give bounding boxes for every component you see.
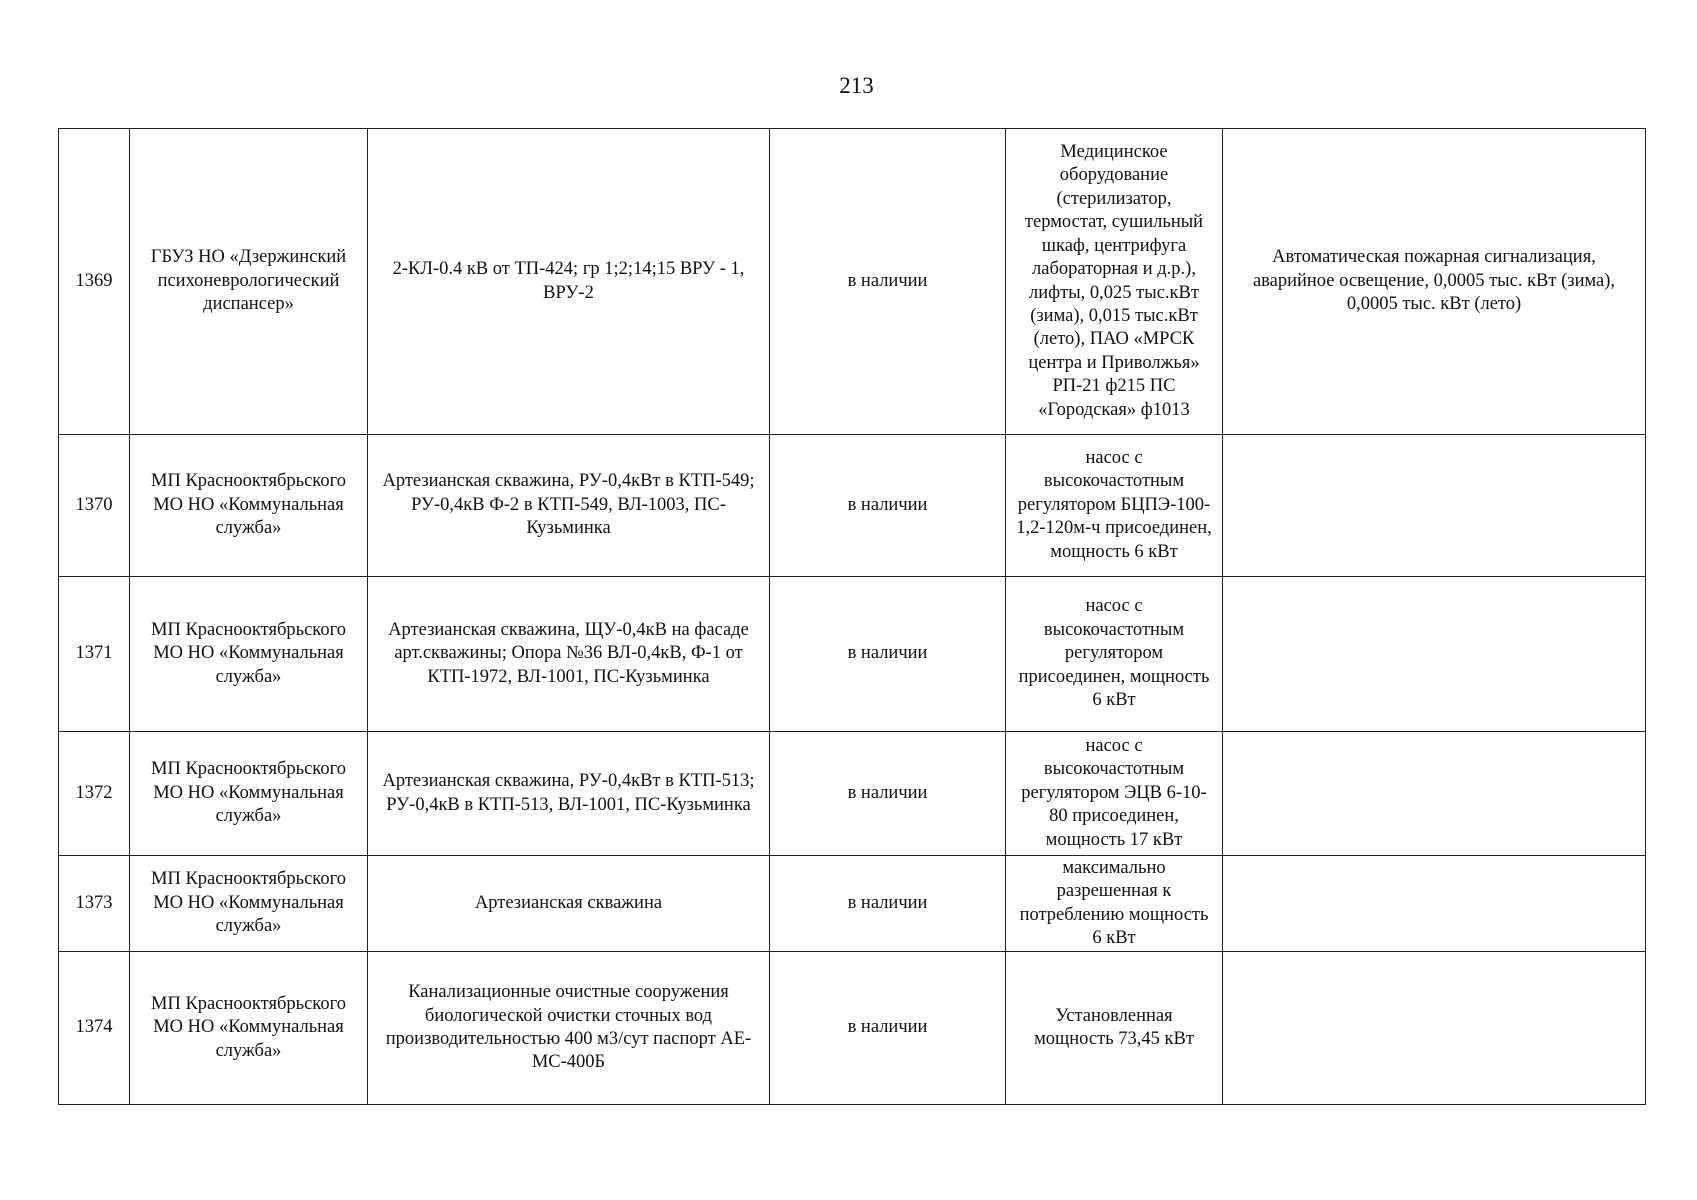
row-number: 1370 xyxy=(59,435,130,577)
page-number: 213 xyxy=(839,73,874,98)
facilities-table xyxy=(58,128,1646,1105)
status-cell: в наличии xyxy=(770,577,1006,732)
power-supply-cell: Канализационные очистные сооружения биологической очистки сточных вод производительностью 400 м3/сут паспорт АЕ-МС-400Б xyxy=(368,952,770,1105)
equipment-cell: Медицинское оборудование (стерилизатор, термостат, сушильный шкаф, центрифуга лабораторная и д.р.), лифты, 0,025 тыс.кВт (зима), 0,015 тыс.кВт (лето), ПАО «МРСК центра и Приволжья» РП-21 ф215 ПС «Городская» ф1013 xyxy=(1006,129,1223,435)
organization-cell: МП Краснооктябрьского МО НО «Коммунальная служба» xyxy=(130,856,368,952)
organization-cell: МП Краснооктябрьского МО НО «Коммунальная служба» xyxy=(130,732,368,856)
note-cell xyxy=(1223,435,1646,577)
status-cell: в наличии xyxy=(770,952,1006,1105)
row-number: 1371 xyxy=(59,577,130,732)
table-row xyxy=(59,952,1646,1105)
power-supply-cell: Артезианская скважина, РУ-0,4кВт в КТП-549; РУ-0,4кВ Ф-2 в КТП-549, ВЛ-1003, ПС-Кузьминка xyxy=(368,435,770,577)
organization-cell: МП Краснооктябрьского МО НО «Коммунальная служба» xyxy=(130,577,368,732)
row-number: 1374 xyxy=(59,952,130,1105)
power-supply-cell: Артезианская скважина, РУ-0,4кВт в КТП-513; РУ-0,4кВ в КТП-513, ВЛ-1001, ПС-Кузьминка xyxy=(368,732,770,856)
row-number: 1373 xyxy=(59,856,130,952)
equipment-cell: насос с высокочастотным регулятором присоединен, мощность 6 кВт xyxy=(1006,577,1223,732)
note-cell: Автоматическая пожарная сигнализация, аварийное освещение, 0,0005 тыс. кВт (зима), 0,0005 тыс. кВт (лето) xyxy=(1223,129,1646,435)
organization-cell: ГБУЗ НО «Дзержинский психоневрологический диспансер» xyxy=(130,129,368,435)
equipment-cell: Установленная мощность 73,45 кВт xyxy=(1006,952,1223,1105)
table-row xyxy=(59,129,1646,435)
row-number: 1369 xyxy=(59,129,130,435)
status-cell: в наличии xyxy=(770,129,1006,435)
equipment-cell: насос с высокочастотным регулятором БЦПЭ-100-1,2-120м-ч присоединен, мощность 6 кВт xyxy=(1006,435,1223,577)
status-cell: в наличии xyxy=(770,732,1006,856)
note-cell xyxy=(1223,952,1646,1105)
power-supply-cell: Артезианская скважина xyxy=(368,856,770,952)
power-supply-cell: Артезианская скважина, ЩУ-0,4кВ на фасаде арт.скважины; Опора №36 ВЛ-0,4кВ, Ф-1 от КТП-1972, ВЛ-1001, ПС-Кузьминка xyxy=(368,577,770,732)
status-cell: в наличии xyxy=(770,856,1006,952)
table-row xyxy=(59,577,1646,732)
organization-cell: МП Краснооктябрьского МО НО «Коммунальная служба» xyxy=(130,952,368,1105)
note-cell xyxy=(1223,732,1646,856)
power-supply-cell: 2-КЛ-0.4 кВ от ТП-424; гр 1;2;14;15 ВРУ - 1, ВРУ-2 xyxy=(368,129,770,435)
note-cell xyxy=(1223,577,1646,732)
equipment-cell: максимально разрешенная к потреблению мощность 6 кВт xyxy=(1006,856,1223,952)
row-number: 1372 xyxy=(59,732,130,856)
organization-cell: МП Краснооктябрьского МО НО «Коммунальная служба» xyxy=(130,435,368,577)
table-row xyxy=(59,732,1646,856)
note-cell xyxy=(1223,856,1646,952)
table-row xyxy=(59,435,1646,577)
equipment-cell: насос с высокочастотным регулятором ЭЦВ 6-10-80 присоединен, мощность 17 кВт xyxy=(1006,732,1223,856)
status-cell: в наличии xyxy=(770,435,1006,577)
table-row xyxy=(59,856,1646,952)
